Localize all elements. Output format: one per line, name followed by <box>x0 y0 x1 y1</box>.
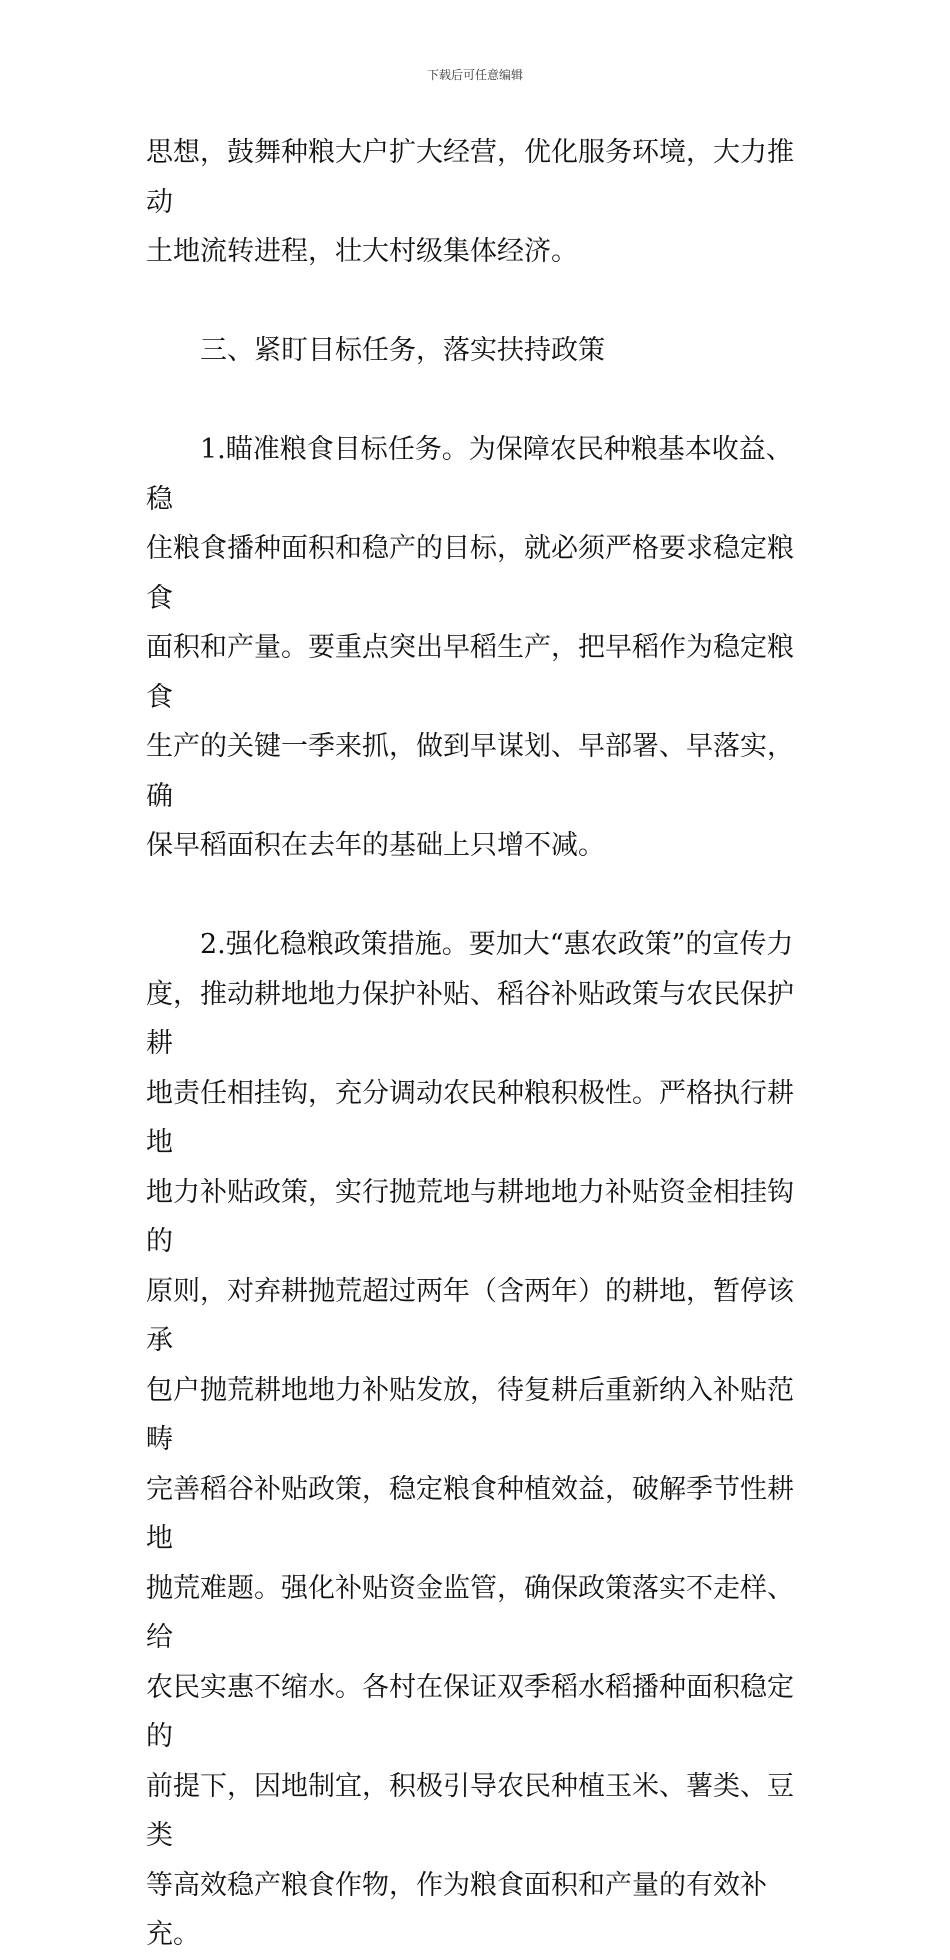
text-line: 面积和产量。要重点突出早稻生产，把早稻作为稳定粮食 <box>146 632 794 713</box>
paragraph-gap <box>146 277 808 327</box>
paragraph-gap <box>146 376 808 426</box>
text-line: 抛荒难题。强化补贴资金监管，确保政策落实不走样、给 <box>146 1572 794 1653</box>
text-line: 地责任相挂钩，充分调动农民种粮积极性。严格执行耕地 <box>146 1077 794 1158</box>
document-body <box>146 128 808 1960</box>
header-note: 下载后可任意编辑 <box>426 68 523 82</box>
text-line: 土地流转进程，壮大村级集体经济。 <box>146 236 578 267</box>
text-line: 完善稻谷补贴政策，稳定粮食种植效益，破解季节性耕地 <box>146 1473 794 1554</box>
text-line: 等高效稳产粮食作物，作为粮食面积和产量的有效补充。 <box>146 1869 767 1950</box>
paragraph-item-2 <box>146 920 808 1960</box>
text-line: 地力补贴政策，实行抛荒地与耕地地力补贴资金相挂钩的 <box>146 1176 794 1257</box>
text-line: 度，推动耕地地力保护补贴、稻谷补贴政策与农民保护耕 <box>146 978 794 1059</box>
text-line: 1.瞄准粮食目标任务。为保障农民种粮基本收益、稳 <box>146 434 793 515</box>
text-line: 思想，鼓舞种粮大户扩大经营，优化服务环境，大力推动 <box>146 137 794 218</box>
paragraph-item-1 <box>146 425 808 871</box>
paragraph-gap <box>146 871 808 921</box>
text-line: 住粮食播种面积和稳产的目标，就必须严格要求稳定粮食 <box>146 533 794 614</box>
text-line: 农民实惠不缩水。各村在保证双季稻水稻播种面积稳定的 <box>146 1671 794 1752</box>
text-line: 保早稻面积在去年的基础上只增不减。 <box>146 830 605 861</box>
text-line: 包户抛荒耕地地力补贴发放，待复耕后重新纳入补贴范畴 <box>146 1374 794 1455</box>
text-line: 2.强化稳粮政策措施。要加大“惠农政策”的宣传力 <box>200 929 794 960</box>
text-line: 原则，对弃耕抛荒超过两年（含两年）的耕地，暂停该承 <box>146 1275 794 1356</box>
paragraph-continuation <box>146 128 808 277</box>
section-heading: 三、紧盯目标任务，落实扶持政策 <box>200 335 605 366</box>
text-line: 前提下，因地制宜，积极引导农民种植玉米、薯类、豆类 <box>146 1770 794 1851</box>
text-line: 生产的关键一季来抓，做到早谋划、早部署、早落实，确 <box>146 731 794 812</box>
